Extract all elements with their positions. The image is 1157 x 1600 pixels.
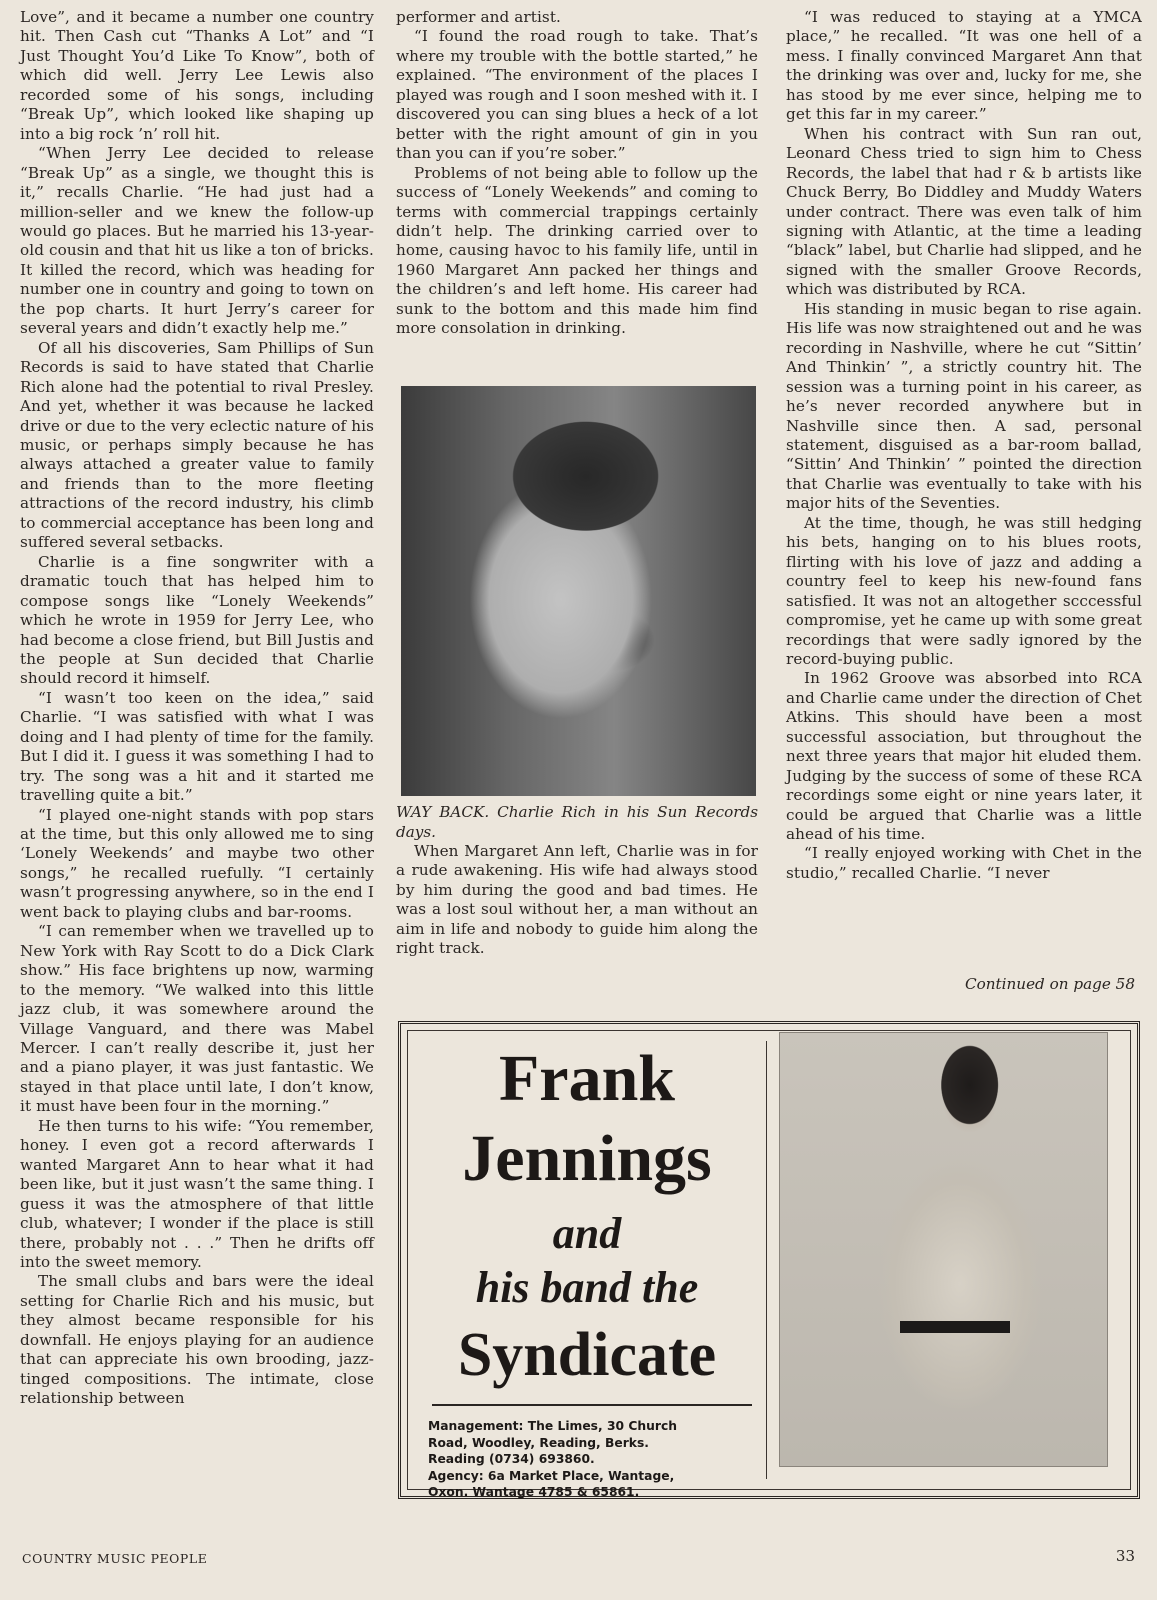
article-column-3	[786, 8, 1142, 883]
ad-divider	[432, 1404, 752, 1406]
paragraph: “I can remember when we travelled up to New York with Ray Scott to do a Dick Clark show.” His face brightens up now, warming to the memory. “We walked into this little jazz club, it was somewhere around the Village Vanguard, and there was Mabel Mercer. I can’t really describe it, just her and a piano player, it was just fantastic. We stayed in that place until late, I don’t know, it must have been four in the morning.”	[20, 922, 374, 1116]
ad-band-name: Syndicate	[457, 1321, 717, 1389]
paragraph: performer and artist.	[396, 8, 561, 26]
ad-contact	[428, 1418, 756, 1501]
paragraph: Love”, and it became a number one country hit. Then Cash cut “Thanks A Lot” and “I Just Thought You’d Like To Know”, both of which did well. Jerry Lee Lewis also recorded some of his songs, including “Break Up”, which looked like shaping up into a big rock ’n’ roll hit.	[20, 8, 374, 143]
paragraph: “When Jerry Lee decided to release “Break Up” as a single, we thought this is it,” recalls Charlie. “He had just had a million-seller and we knew the follow-up would go places. But he married his 13-year-old cousin and that hit us like a ton of bricks. It killed the record, which was heading for number one in country and going to town on the pop charts. It hurt Jerry’s career for several years and didn’t exactly help me.”	[20, 144, 374, 338]
paragraph: “I was reduced to staying at a YMCA place,” he recalled. “It was one hell of a mess. I finally convinced Margaret Ann that the drinking was over and, lucky for me, she has stood by me ever since, helping me to get this far in my career.”	[786, 8, 1142, 124]
paragraph: “I found the road rough to take. That’s where my trouble with the bottle started,” he explained. “The environment of the places I played was rough and I soon meshed with it. I discovered you can sing blues a heck of a lot better with the right amount of gin in you than you can if you’re sober.”	[396, 27, 758, 163]
paragraph: When his contract with Sun ran out, Leonard Chess tried to sign him to Chess Records, the label that had r & b artists like Chuck Berry, Bo Diddley and Muddy Waters under contract. There was even talk of him signing with Atlantic, at the time a leading “black” label, but Charlie had slipped, and he signed with the smaller Groove Records, which was distributed by RCA.	[786, 124, 1142, 299]
paragraph: When Margaret Ann left, Charlie was in for a rude awakening. His wife had always stood by him during the good and bad times. He was a lost soul without her, a man without an aim in life and nobody to guide him along the right track.	[396, 842, 758, 958]
ad-name-first: Frank	[498, 1042, 676, 1115]
ad-name-last: Jennings	[462, 1122, 712, 1195]
ad-vertical-divider	[766, 1041, 767, 1479]
paragraph: “I played one-night stands with pop stars at the time, but this only allowed me to sing ‘Lonely Weekends’ and maybe two other songs,” he recalled ruefully. “I certainly wasn’t progressing anywhere, so in the end I went back to playing clubs and bar-rooms.	[20, 805, 374, 921]
advertisement	[398, 1021, 1140, 1499]
advertisement-text	[408, 1031, 766, 1500]
paragraph: Of all his discoveries, Sam Phillips of Sun Records is said to have stated that Charlie Rich alone had the potential to rival Presley. And yet, whether it was because he lacked drive or due to the very eclectic nature of his music, or perhaps simply because he has always attached a greater value to family and friends than to the more fleeting attractions of the record industry, his climb to commercial acceptance has been long and suffered several setbacks.	[20, 338, 374, 552]
article-column-1	[20, 8, 374, 1409]
publication-name: COUNTRY MUSIC PEOPLE	[22, 1551, 208, 1566]
charlie-rich-photo	[401, 386, 756, 796]
ad-contact-line: Agency: 6a Market Place, Wantage,	[428, 1468, 675, 1483]
paragraph: He then turns to his wife: “You remember, honey. I even got a record afterwards I wanted Margaret Ann to hear what it had been like, but it just wasn’t the same thing. I guess it was the atmosphere of that little club, whatever; I wonder if the place is still there, probably not . . .” Then he drifts off into the sweet memory.	[20, 1116, 374, 1271]
ad-contact-line: Management: The Limes, 30 Church	[428, 1419, 677, 1433]
paragraph: Problems of not being able to follow up the success of “Lonely Weekends” and coming to terms with commercial trappings certainly didn’t help. The drinking carried over to home, causing havoc to his family life, until in 1960 Margaret Ann packed her things and the children’s and left home. His career had sunk to the bottom and this made him find more consolation in drinking.	[396, 163, 758, 338]
paragraph: His standing in music began to rise again. His life was now straightened out and he was recording in Nashville, where he cut “Sittin’ And Thinkin’ ”, a strictly country hit. The session was a turning point in his career, as he’s never recorded anywhere but in Nashville since then. A sad, personal statement, disguised as a bar-room ballad, “Sittin’ And Thinkin’ ” pointed the direction that Charlie was eventually to take with his major hits of the Seventies.	[786, 299, 1142, 513]
ad-contact-line: Reading (0734) 693860.	[428, 1452, 595, 1467]
page-number: 33	[1115, 1547, 1135, 1565]
ad-contact-line: Oxon. Wantage 4785 & 65861.	[428, 1485, 640, 1500]
photo-caption: WAY BACK. Charlie Rich in his Sun Records days.	[396, 803, 758, 841]
paragraph: In 1962 Groove was absorbed into RCA and Charlie came under the direction of Chet Atkins. This should have been a most successful association, but throughout the next three years that major hit eluded them. Judging by the success of some of these RCA recordings some eight or nine years later, it could be argued that Charlie was a little ahead of his time.	[786, 669, 1142, 844]
article-column-2-continued	[396, 842, 758, 959]
advertisement-frame	[407, 1030, 1131, 1500]
belt-shape	[900, 1321, 1010, 1333]
frank-jennings-photo	[779, 1032, 1108, 1467]
ad-and: and	[552, 1209, 622, 1258]
paragraph: “I really enjoyed working with Chet in the studio,” recalled Charlie. “I never	[786, 844, 1142, 882]
paragraph: The small clubs and bars were the ideal setting for Charlie Rich and his music, but they almost became responsible for his downfall. He enjoys playing for an audience that can appreciate his own brooding, jazz-tinged compositions. The intimate, close relationship between	[20, 1272, 374, 1408]
ad-band-line: his band the	[475, 1263, 699, 1312]
paragraph: Charlie is a fine songwriter with a dramatic touch that has helped him to compose songs like “Lonely Weekends” which he wrote in 1959 for Jerry Lee, who had become a close friend, but Bill Justis and the people at Sun decided that Charlie should record it himself.	[20, 552, 374, 688]
paragraph: At the time, though, he was still hedging his bets, hanging on to his blues roots, flirting with his love of jazz and adding a country feel to keep his new-found fans satisfied. It was not an altogether scccessful compromise, yet he came up with some great recordings that were sadly ignored by the record-buying public.	[786, 513, 1142, 668]
ad-contact-line: Road, Woodley, Reading, Berks.	[428, 1435, 649, 1450]
continued-on-page: Continued on page 58	[965, 975, 1135, 993]
article-column-2	[396, 8, 758, 339]
paragraph: “I wasn’t too keen on the idea,” said Charlie. “I was satisfied with what I was doing and I had plenty of time for the family. But I did it. I guess it was something I had to try. The song was a hit and it started me travelling quite a bit.”	[20, 688, 374, 805]
